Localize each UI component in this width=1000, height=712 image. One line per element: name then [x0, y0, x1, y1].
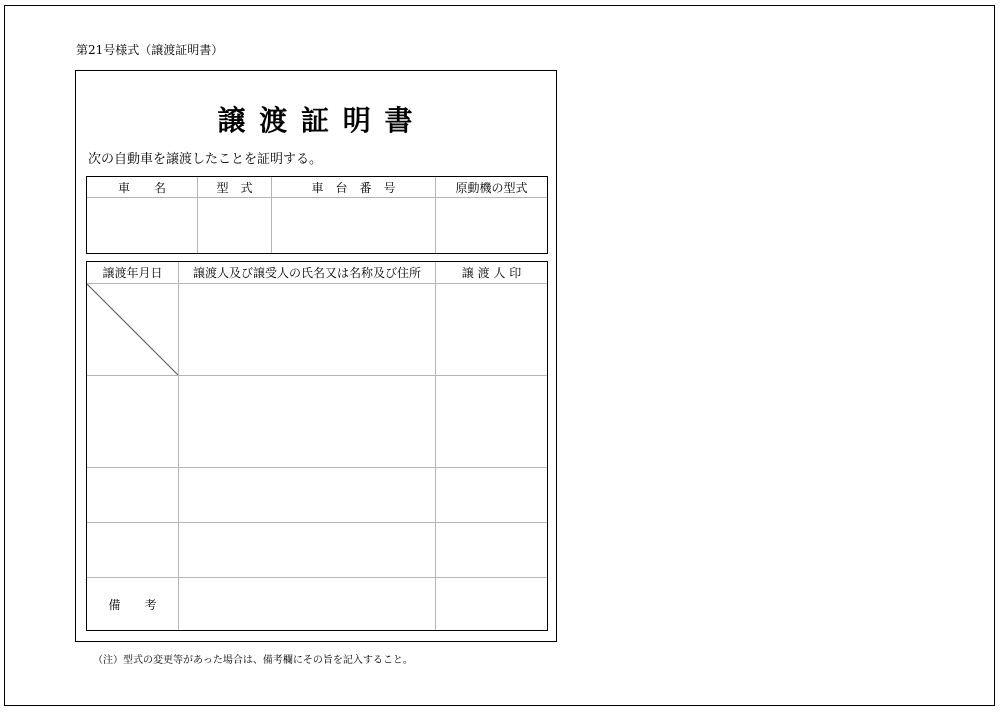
field-engine-model[interactable]: [436, 198, 548, 254]
header-model-type: 型 式: [198, 177, 272, 198]
field-remarks[interactable]: [179, 578, 436, 631]
field-party-2[interactable]: [179, 376, 436, 468]
field-seal-1[interactable]: [436, 284, 548, 376]
remarks-label: 備 考: [87, 578, 179, 631]
transfer-certificate-form: [75, 70, 557, 642]
header-party-names-addresses: 譲渡人及び譲受人の氏名又は名称及び住所: [179, 262, 436, 284]
header-engine-model: 原動機の型式: [436, 177, 548, 198]
diagonal-strike-line: [87, 284, 178, 375]
header-transferor-seal: 譲 渡 人 印: [436, 262, 548, 284]
field-model-type[interactable]: [198, 198, 272, 254]
certification-statement: 次の自動車を譲渡したことを証明する。: [88, 152, 323, 167]
transfer-record-table: [86, 261, 548, 631]
header-vehicle-name: 車 名: [87, 177, 198, 198]
field-seal-3[interactable]: [436, 468, 548, 523]
field-party-4[interactable]: [179, 523, 436, 578]
form-number-label: 第21号様式（譲渡証明書）: [76, 43, 224, 57]
field-party-3[interactable]: [179, 468, 436, 523]
footnote: （注）型式の変更等があった場合は、備考欄にその旨を記入すること。: [93, 655, 413, 666]
date-cell-crossed: [87, 284, 179, 376]
field-party-1[interactable]: [179, 284, 436, 376]
field-seal-2[interactable]: [436, 376, 548, 468]
field-seal-4[interactable]: [436, 523, 548, 578]
field-chassis-number[interactable]: [272, 198, 436, 254]
vehicle-info-table: [86, 176, 548, 254]
header-chassis-number: 車 台 番 号: [272, 177, 436, 198]
field-date-2[interactable]: [87, 376, 179, 468]
field-vehicle-name[interactable]: [87, 198, 198, 254]
field-date-4[interactable]: [87, 523, 179, 578]
field-date-3[interactable]: [87, 468, 179, 523]
field-remarks-seal[interactable]: [436, 578, 548, 631]
document-title: 譲 渡 証 明 書: [217, 104, 415, 137]
header-transfer-date: 譲渡年月日: [87, 262, 179, 284]
